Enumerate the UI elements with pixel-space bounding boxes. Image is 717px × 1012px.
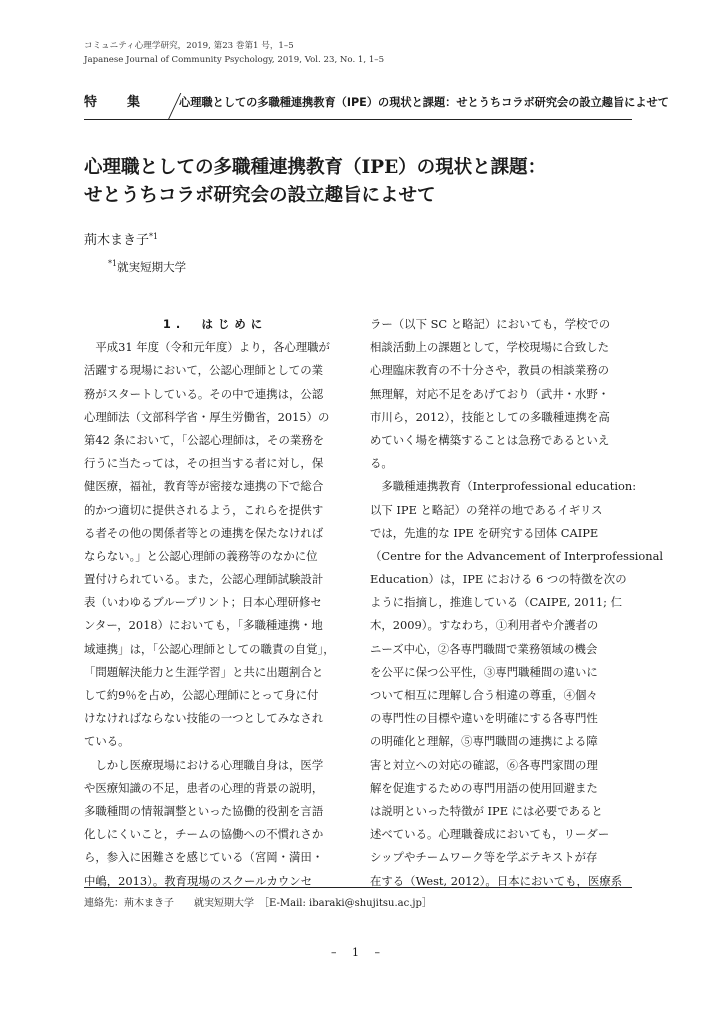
text-line: けなければならない技能の一つとしてみなされ [84,711,324,726]
text-line: や医療知識の不足，患者の心理的背景の説明， [84,780,324,795]
feature-band [84,89,669,120]
text-line: 活躍する現場において，公認心理師としての業 [84,363,323,378]
text-line: 置付けられている。また，公認心理師試験設計 [84,572,324,587]
text-line: 述べている。心理職養成においても，リーダー [370,827,610,842]
section-heading: 1. はじめに [162,317,268,331]
text-line: の明確化と理解，⑤専門職間の連携による障 [370,734,598,749]
feature-label: 特集 [84,95,171,110]
right-column [370,313,664,893]
text-line: ンター，2018）においても，「多職種連携・地 [84,618,323,633]
text-line: 第42 条において，「公認心理師は，その業務を [84,432,325,447]
journal-header-ja: コミュニティ心理学研究，2019, 第23 巻第1 号，1–5 [84,41,294,51]
feature-subject: 心理職としての多職種連携教育（IPE）の現状と課題：せとうちコラボ研究会の設立趣旨によせて [179,96,669,109]
text-line: 心理臨床教育の不十分さや，教員の相談業務の [370,363,609,378]
text-line: 無理解，対応不足をあげており（武井・水野・ [370,386,610,401]
journal-header-en: Japanese Journal of Community Psychology, 2019, Vol. 23, No. 1, 1–5 [84,55,385,65]
affiliation [108,259,186,275]
text-line: 多職種連携教育（Interprofessional education: [370,479,637,494]
text-line: シップやチームワーク等を学ぶテキストが存 [370,850,598,865]
journal-header [84,39,384,67]
text-line: 健医療，福祉，教育等が密接な連携の下で総合 [84,479,324,494]
text-line: 多職種間の情報調整といった協働的役割を言語 [84,803,324,818]
text-line: の専門性の目標や違いを明確にする各専門性 [370,711,598,726]
text-line: 的かつ適切に提供されるよう，これらを提供す [84,502,324,517]
text-line: では，先進的な IPE を研究する団体 CAIPE [370,525,599,540]
text-line: （Centre for the Advancement of Interprofessional [370,548,664,563]
text-line: 表（いわゆるブループリント；日本心理研修セ [84,595,322,610]
text-line: 害と対立への対応の確認，⑥各専門家間の理 [370,757,598,772]
affiliation-mark: *1 [108,259,118,268]
text-line: しかし医療現場における心理職自身は，医学 [84,757,324,772]
text-line: ら，参入に困難さを感じている（宮岡・満田・ [84,850,324,865]
text-line: る。 [370,456,393,471]
text-line: 中嶋，2013）。教育現場のスクールカウンセ [84,873,313,888]
text-line: ついて相互に理解し合う相違の尊重，④個々 [370,688,598,702]
author-name: 荊木まき子 [84,233,150,248]
text-line: を公平に保つ公平性，③専門職種間の違いに [370,664,598,679]
text-line: ニーズ中心，②各専門職間で業務領域の機会 [370,641,598,656]
text-line: Education）は，IPE における 6 つの特徴を次の [370,572,627,587]
text-line: る者その他の関係者等との連携を保たなければ [84,525,324,540]
footnote-contact: 連絡先：荊木まき子 就実短期大学 ［E-Mail: ibaraki@shujitsu.ac.jp］ [84,887,632,909]
text-line: 心理師法（文部科学省・厚生労働省，2015）の [84,409,330,424]
text-line: 行うに当たっては，その担当する者に対し，保 [84,456,324,471]
text-line: 木，2009）。すなわち，①利用者や介護者の [370,618,599,633]
title-line-1: 心理職としての多職種連携教育（IPE）の現状と課題： [84,157,547,178]
page-number: – 1 – [331,946,386,959]
text-line: ている。 [84,734,130,749]
text-line: 務がスタートしている。その中で連携は，公認 [84,386,324,401]
text-line: ラー（以下 SC と略記）においても，学校での [370,317,611,331]
text-line: 平成31 年度（令和元年度）より，各心理職が [84,340,330,355]
left-column [84,313,346,893]
text-line: 市川ら，2012），技能としての多職種連携を高 [370,409,610,424]
text-line: 相談活動上の課題として，学校現場に合致した [370,340,609,355]
text-line: は説明といった特徴が IPE には必要であると [370,803,603,818]
author-mark: *1 [149,232,159,241]
text-line: 以下 IPE と略記）の発祥の地であるイギリス [370,502,603,517]
text-line: ように指摘し，推進している（CAIPE, 2011; 仁 [370,595,622,610]
affiliation-name: 就実短期大学 [117,260,187,274]
author [84,229,158,248]
text-line: 化しにくいこと，チームの協働への不慣れさか [84,827,324,842]
text-line: 域連携」は，「公認心理師としての職責の自覚」， [84,641,335,656]
text-line: 「問題解決能力と生涯学習」と共に出題割合と [84,664,324,679]
text-line: 在する（West, 2012）。日本においても，医療系 [370,873,623,888]
title-line-2: せとうちコラボ研究会の設立趣旨によせて [84,185,436,206]
text-line: ならない。」と公認心理師の義務等のなかに位 [84,548,318,563]
text-line: して約9％を占め，公認心理師にとって身に付 [84,688,319,702]
text-line: めていく場を構築することは急務であるといえ [370,432,610,447]
text-line: 解を促進するための専門用語の使用回避また [370,780,598,795]
article-title [84,154,546,210]
